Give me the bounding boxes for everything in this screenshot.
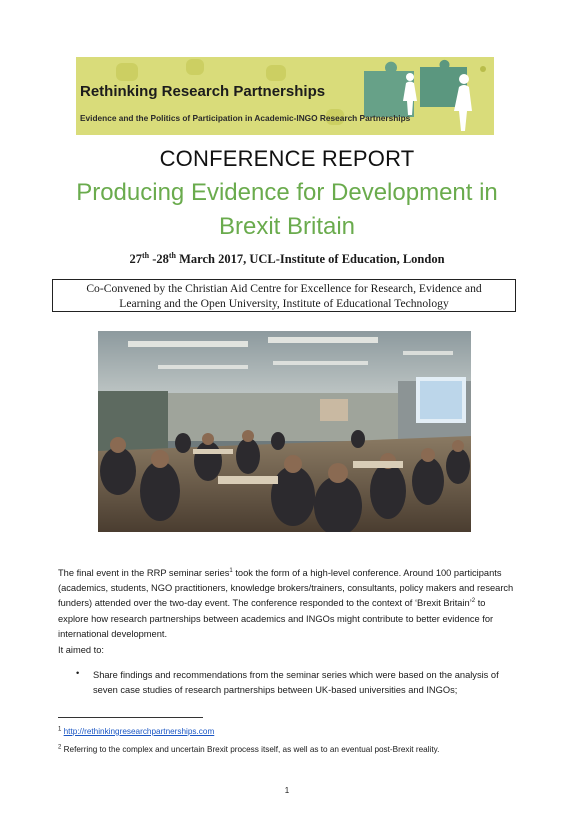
document-title [60,176,514,244]
footnote-divider [58,717,203,718]
report-label: CONFERENCE REPORT [159,146,415,171]
page-number: 1 [284,786,290,795]
footnote-1-number: 1 [58,726,62,733]
footnote-1 [58,726,214,737]
convened-line-2: Learning and the Open University, Institute of Educational Technology [119,297,449,310]
convened-line-1: Co-Convened by the Christian Aid Centre for Excellence for Research, Evidence and [86,282,482,295]
banner-subtitle: Evidence and the Politics of Participation in Academic-INGO Research Partnerships [80,113,411,123]
date-rest: March 2017, UCL-Institute of Education, London [175,252,445,267]
puzzle-piece-decoration [116,63,138,81]
conference-photo [98,331,471,532]
puzzle-piece-decoration [266,65,286,81]
bullet-marker: • [76,668,80,678]
footnote-2-number: 2 [58,744,62,751]
intro-text-c: to explore how research partnerships between academics and INGOs might contribute to better evidence for international development. [58,598,494,639]
banner-title: Rethinking Research Partnerships [80,83,326,100]
footnote-2 [58,744,439,755]
date-day1: 27 [129,252,142,267]
intro-paragraph [58,566,518,642]
footnote-ref-1[interactable]: 1 [229,567,233,574]
event-date [0,251,574,267]
date-sup1: th [141,251,150,260]
convened-box [52,279,516,312]
title-line-2: Brexit Britain [218,213,356,240]
header-banner [76,57,494,135]
aim-item-1: Share findings and recommendations from the seminar series which were based on the analysis of seven case studies of research partnerships between UK-based universities and INGOs; [93,670,499,696]
puzzle-people-illustration [344,57,494,135]
puzzle-piece-decoration [186,59,204,75]
date-sep: -28 [149,252,169,267]
footnote-ref-2[interactable]: 2 [471,598,476,605]
footnote-2-text: Referring to the complex and uncertain Brexit process itself, as well as to an eventual post-Brexit reality. [63,745,440,754]
intro-text-b: took the form of a high-level conference. Around 100 participants (academics, students, NGO practitioners, knowledge brokers/trainers, consultants, policy makers and research funders) attended over the two-day event. The conference responded to the context of ‘Brexit Britain’ [58,568,514,609]
aims-intro: It aimed to: [58,645,104,655]
intro-text-a: The final event in the RRP seminar series [58,568,230,578]
footnote-1-link[interactable]: http://rethinkingresearchpartnerships.com [63,727,215,736]
date-sup2: th [168,251,176,260]
title-line-1: Producing Evidence for Development in [76,179,498,206]
